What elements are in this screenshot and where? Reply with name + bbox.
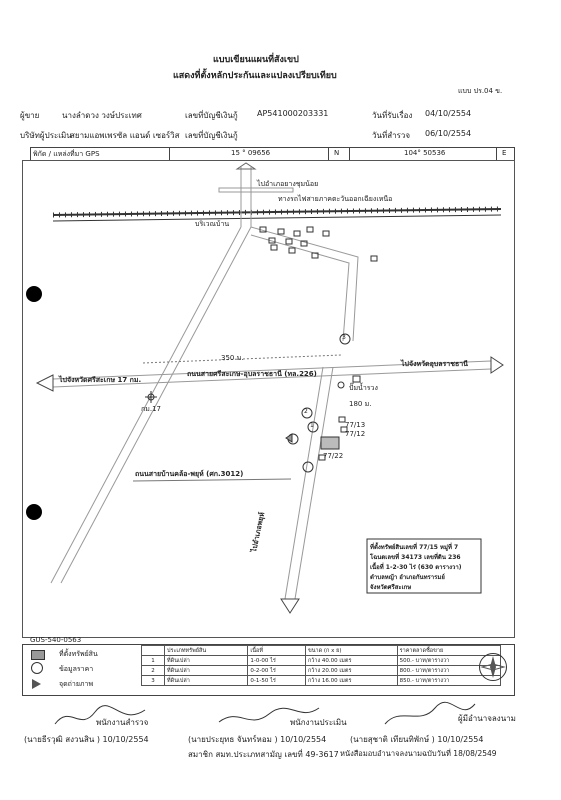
signature-2-role: พนักงานประเมิน bbox=[290, 718, 347, 727]
photo-point-icon bbox=[286, 434, 292, 442]
survey-date-value: 06/10/2554 bbox=[425, 129, 472, 138]
signature-3-note: หนังสือมอบอำนาจลงนามฉบับวันที่ 18/08/2549 bbox=[340, 749, 497, 758]
row-type: ที่ดินเปล่า bbox=[165, 666, 248, 676]
info-box-line4: ตำบลหญ้า อำเภอกันทรารมย์ bbox=[370, 574, 445, 581]
account-value: AP541000203331 bbox=[257, 109, 329, 118]
row-area: 0-2-00 ไร่ bbox=[248, 666, 306, 676]
north-arrow-icon bbox=[479, 653, 507, 681]
row-size: กว้าง 40.00 เมตร bbox=[305, 656, 397, 666]
legend-item-0: ที่ตั้งทรัพย์สิน bbox=[59, 650, 98, 658]
railway-line bbox=[53, 209, 501, 221]
gas-station-label: ปั๊มน้ำรวง bbox=[349, 384, 378, 392]
to-phayu-label: ไปอำเภอพยุห์ bbox=[249, 511, 267, 553]
marker-1: 1 bbox=[310, 422, 314, 429]
dist-180-label: 180 ม. bbox=[349, 400, 372, 408]
legend-circle-icon bbox=[31, 662, 43, 674]
signature-1-role: พนักงานสำรวจ bbox=[96, 718, 149, 727]
comparison-table bbox=[141, 645, 501, 686]
plot-77-12: 77/12 bbox=[345, 430, 366, 438]
to-sisaket-label: ไปจังหวัดศรีสะเกษ 17 กม. bbox=[59, 376, 142, 384]
info-box-line2: โฉนดเลขที่ 34173 เลขที่ดิน 236 bbox=[370, 554, 461, 561]
legend-square-icon bbox=[31, 650, 45, 660]
col-header: เนื้อที่ bbox=[248, 646, 306, 656]
row-price: 500.- บาท/ตารางวา bbox=[397, 656, 500, 666]
owner-value: นางลำดวง วงษ์ประเทศ bbox=[62, 111, 142, 120]
signature-2-name: (นายประยุทธ จันทร์หอม ) 10/10/2554 bbox=[188, 735, 327, 744]
km-marker-icon bbox=[145, 391, 157, 403]
row-type: ที่ดินเปล่า bbox=[165, 676, 248, 686]
legend-item-1: ข้อมูลราคา bbox=[59, 665, 94, 673]
row-area: 1-0-00 ไร่ bbox=[248, 656, 306, 666]
row-price: 800.- บาท/ตารางวา bbox=[397, 666, 500, 676]
gas-station-icon bbox=[338, 382, 344, 388]
doc-title: แบบเขียนแผนที่สังเขป bbox=[213, 55, 299, 65]
form-code: แบบ ปร.04 ข. bbox=[458, 87, 503, 95]
row-area: 0-1-50 ไร่ bbox=[248, 676, 306, 686]
village-label: บริเวณบ้าน bbox=[195, 220, 230, 228]
info-box-line3: เนื้อที่ 1-2-30 ไร่ (630 ตารางวา) bbox=[370, 564, 462, 571]
signature-3-role: ผู้มีอำนาจลงนาม bbox=[458, 714, 516, 723]
appraiser-label: บริษัทผู้ประเมิน bbox=[20, 131, 72, 140]
col-header: ขนาด (ก x ย) bbox=[305, 646, 397, 656]
legend-item-2: จุดถ่ายภาพ bbox=[59, 680, 94, 688]
table-header-row bbox=[142, 646, 501, 656]
row-price: 850.- บาท/ตารางวา bbox=[397, 676, 500, 686]
row-no: 3 bbox=[142, 676, 165, 686]
signature-2-license: สมาชิก สมท.ประเภทสามัญ เลขที่ 49-3617 bbox=[188, 750, 339, 759]
col-header: ราคาตลาดซื้อขาย bbox=[397, 646, 500, 656]
info-box-line5: จังหวัดศรีสะเกษ bbox=[370, 584, 412, 591]
col-header: ประเภททรัพย์สิน bbox=[165, 646, 248, 656]
gps-e: E bbox=[502, 149, 507, 157]
plot-77-22: 77/22 bbox=[323, 452, 344, 460]
table-row bbox=[142, 656, 501, 666]
marker-3: 3 bbox=[342, 334, 346, 341]
info-box-line1: ที่ตั้งทรัพย์สินเลขที่ 77/15 หมู่ที่ 7 bbox=[370, 544, 459, 551]
table-row bbox=[142, 676, 501, 686]
row-size: กว้าง 16.00 เมตร bbox=[305, 676, 397, 686]
doc-subtitle: แสดงที่ตั้งหลักประกันและแปลงเปรียบเทียบ bbox=[173, 71, 337, 81]
village-road bbox=[251, 227, 358, 341]
gps-n: N bbox=[334, 149, 340, 157]
table-row bbox=[142, 666, 501, 676]
plot-77-13: 77/13 bbox=[345, 421, 366, 429]
row-no: 2 bbox=[142, 666, 165, 676]
receive-date-value: 04/10/2554 bbox=[425, 109, 472, 118]
gps-lon: 104° 50536 bbox=[404, 149, 446, 157]
south-road bbox=[281, 367, 333, 613]
railway-label: ทางรถไฟสายภาคตะวันออกเฉียงเหนือ bbox=[278, 195, 393, 203]
main-road-label: ถนนสายศรีสะเกษ-อุบลราชธานี (ทล.226) bbox=[187, 370, 317, 378]
doc-code: GUS-540-0563 bbox=[30, 636, 82, 644]
marker-2: 2 bbox=[304, 408, 308, 415]
signature-1-name: (นายธีรวุฒิ สงวนสิน ) 10/10/2554 bbox=[24, 735, 149, 744]
gps-lat: 15 ° 09656 bbox=[231, 149, 271, 157]
km-marker-label: กม.17 bbox=[141, 405, 161, 413]
account-label: เลขที่บัญชีเงินกู้ bbox=[185, 111, 238, 120]
legend-camera-icon bbox=[32, 679, 41, 689]
sketch-map bbox=[22, 160, 515, 638]
gps-label: พิกัด / แหล่งที่มา GPS bbox=[33, 150, 100, 158]
gps-row bbox=[30, 147, 515, 161]
legend-table bbox=[22, 644, 515, 696]
receive-date-label: วันที่รับเรื่อง bbox=[372, 111, 413, 120]
row-no: 1 bbox=[142, 656, 165, 666]
north-road-label: ไปอำเภอยางชุมน้อย bbox=[257, 180, 319, 188]
side-road-label: ถนนสายบ้านคล้อ-พยุห์ (ศก.3012) bbox=[135, 470, 244, 478]
survey-date-label: วันที่สำรวจ bbox=[372, 131, 411, 140]
account-label-2: เลขที่บัญชีเงินกู้ bbox=[185, 131, 238, 140]
subject-property bbox=[321, 437, 339, 449]
dist-350-label: 350 ม. bbox=[221, 354, 244, 362]
owner-label: ผู้ขาย bbox=[20, 111, 40, 120]
appraiser-value: สยามแอพเพรซัล แอนด์ เซอร์วิส bbox=[70, 131, 180, 140]
to-ubon-label: ไปจังหวัดอุบลราชธานี bbox=[401, 360, 468, 368]
signature-3-name: (นายสุชาติ เทียนทิพักษ์ ) 10/10/2554 bbox=[350, 735, 484, 744]
row-size: กว้าง 20.00 เมตร bbox=[305, 666, 397, 676]
row-type: ที่ดินเปล่า bbox=[165, 656, 248, 666]
